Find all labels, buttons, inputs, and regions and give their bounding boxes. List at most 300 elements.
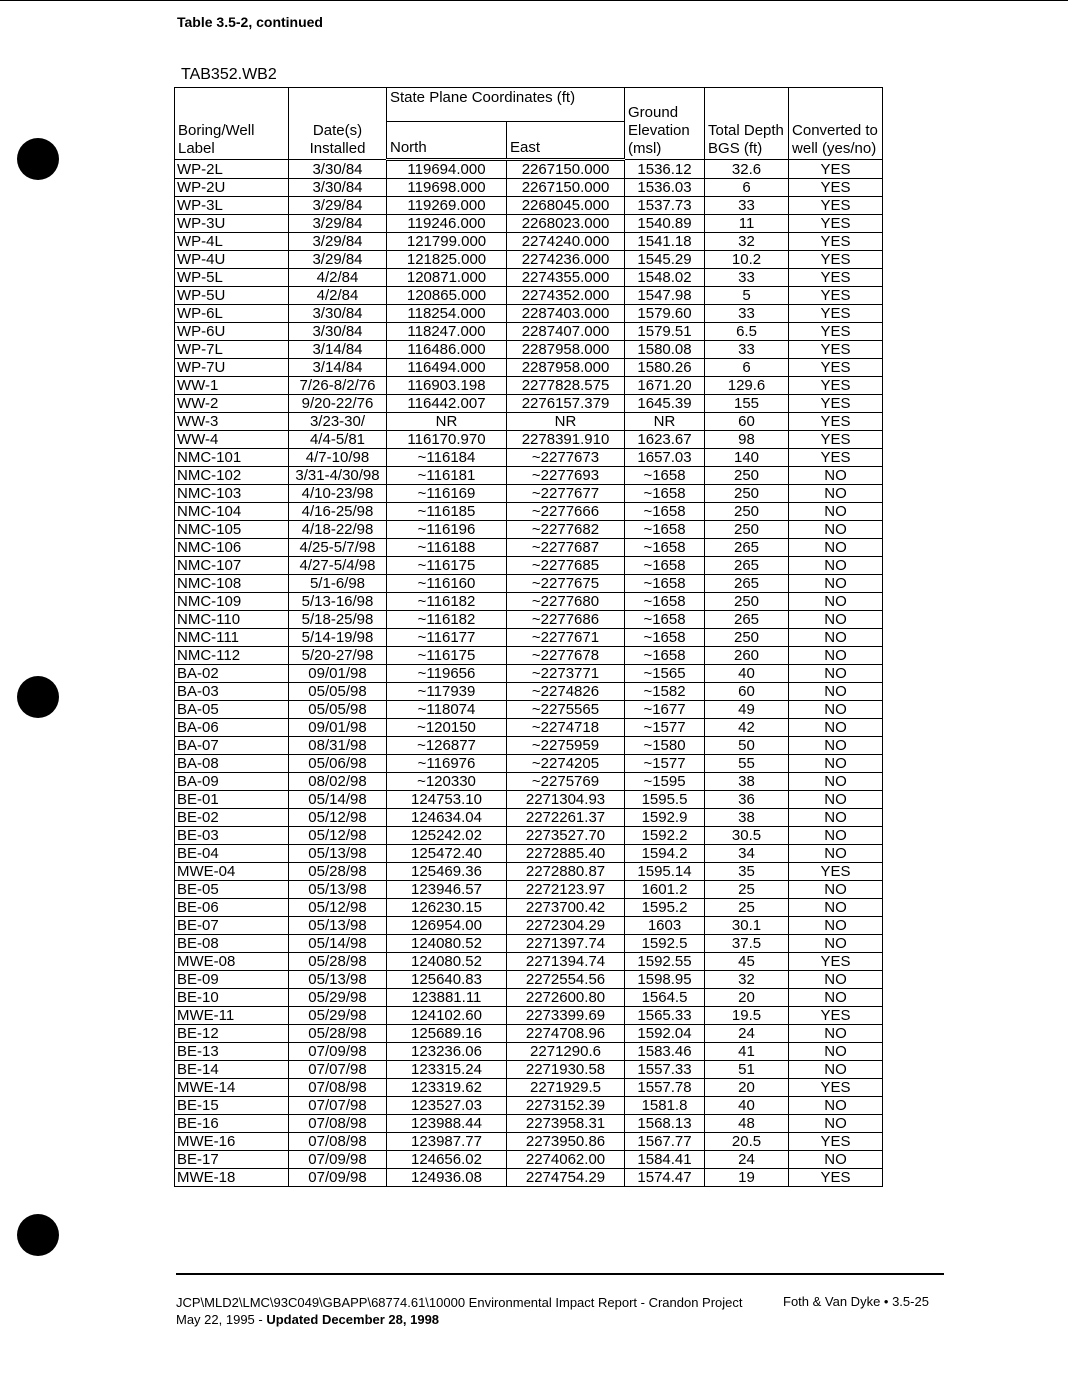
cell-north: 123236.06	[387, 1043, 507, 1061]
cell-north: 120871.000	[387, 269, 507, 287]
cell-dates: 5/18-25/98	[289, 611, 387, 629]
cell-north: ~120150	[387, 719, 507, 737]
cell-north: 116442.007	[387, 395, 507, 413]
cell-elevation: 1579.51	[625, 323, 705, 341]
footer-date-plain: May 22, 1995 -	[176, 1312, 267, 1327]
cell-north: 125472.40	[387, 845, 507, 863]
cell-north: 126954.00	[387, 917, 507, 935]
cell-dates: 05/28/98	[289, 953, 387, 971]
cell-label: BE-16	[175, 1115, 289, 1133]
cell-dates: 07/09/98	[289, 1043, 387, 1061]
cell-label: BE-15	[175, 1097, 289, 1115]
cell-depth: 265	[705, 557, 789, 575]
cell-east: 2274355.000	[507, 269, 625, 287]
cell-north: 124080.52	[387, 935, 507, 953]
cell-north: 119246.000	[387, 215, 507, 233]
cell-elevation: 1595.5	[625, 791, 705, 809]
cell-elevation: 1592.55	[625, 953, 705, 971]
cell-elevation: 1581.8	[625, 1097, 705, 1115]
cell-depth: 51	[705, 1061, 789, 1079]
cell-elevation: ~1658	[625, 611, 705, 629]
cell-depth: 60	[705, 683, 789, 701]
cell-converted: NO	[789, 701, 883, 719]
table-row	[175, 809, 883, 827]
table-row	[175, 431, 883, 449]
cell-converted: YES	[789, 305, 883, 323]
cell-elevation: 1623.67	[625, 431, 705, 449]
cell-depth: 140	[705, 449, 789, 467]
cell-dates: 05/13/98	[289, 881, 387, 899]
header-label: Boring/Well Label	[175, 88, 289, 160]
table-row	[175, 683, 883, 701]
cell-label: BE-06	[175, 899, 289, 917]
cell-label: NMC-105	[175, 521, 289, 539]
table-row	[175, 359, 883, 377]
cell-elevation: 1580.26	[625, 359, 705, 377]
cell-dates: 05/13/98	[289, 917, 387, 935]
cell-dates: 5/20-27/98	[289, 647, 387, 665]
cell-north: 119694.000	[387, 160, 507, 179]
cell-elevation: 1603	[625, 917, 705, 935]
cell-north: 116903.198	[387, 377, 507, 395]
cell-dates: 05/05/98	[289, 683, 387, 701]
cell-north: ~126877	[387, 737, 507, 755]
cell-elevation: 1565.33	[625, 1007, 705, 1025]
cell-dates: 4/10-23/98	[289, 485, 387, 503]
cell-elevation: 1557.78	[625, 1079, 705, 1097]
table-row	[175, 575, 883, 593]
cell-east: 2287958.000	[507, 359, 625, 377]
cell-label: BA-05	[175, 701, 289, 719]
cell-converted: YES	[789, 269, 883, 287]
cell-dates: 4/2/84	[289, 269, 387, 287]
footer-page-ref: Foth & Van Dyke • 3.5-25	[783, 1294, 929, 1309]
cell-east: 2273700.42	[507, 899, 625, 917]
cell-label: WP-4L	[175, 233, 289, 251]
cell-label: WP-5U	[175, 287, 289, 305]
cell-label: BE-17	[175, 1151, 289, 1169]
cell-north: ~117939	[387, 683, 507, 701]
cell-dates: 3/14/84	[289, 341, 387, 359]
cell-depth: 32	[705, 971, 789, 989]
cell-converted: YES	[789, 287, 883, 305]
cell-converted: NO	[789, 899, 883, 917]
table-row	[175, 1025, 883, 1043]
footer-path: JCP\MLD2\LMC\93C049\GBAPP\68774.61\10000 Environmental Impact Report - Crandon Project	[176, 1295, 743, 1310]
cell-depth: 98	[705, 431, 789, 449]
cell-depth: 6	[705, 179, 789, 197]
cell-east: 2272880.87	[507, 863, 625, 881]
header-east: East	[507, 122, 625, 160]
cell-east: 2274754.29	[507, 1169, 625, 1187]
cell-north: 123946.57	[387, 881, 507, 899]
cell-converted: YES	[789, 1133, 883, 1151]
table-row	[175, 1133, 883, 1151]
cell-label: BE-01	[175, 791, 289, 809]
table-row	[175, 791, 883, 809]
cell-dates: 5/14-19/98	[289, 629, 387, 647]
cell-north: ~116175	[387, 647, 507, 665]
table-row	[175, 233, 883, 251]
cell-east: 2274062.00	[507, 1151, 625, 1169]
table-row	[175, 179, 883, 197]
cell-label: MWE-11	[175, 1007, 289, 1025]
cell-elevation: 1568.13	[625, 1115, 705, 1133]
table-row	[175, 593, 883, 611]
cell-east: 2272600.80	[507, 989, 625, 1007]
cell-converted: NO	[789, 521, 883, 539]
cell-converted: NO	[789, 593, 883, 611]
cell-elevation: 1645.39	[625, 395, 705, 413]
cell-converted: YES	[789, 323, 883, 341]
cell-label: WP-2L	[175, 160, 289, 179]
cell-dates: 3/23-30/	[289, 413, 387, 431]
cell-converted: NO	[789, 935, 883, 953]
cell-north: 121825.000	[387, 251, 507, 269]
cell-elevation: 1580.08	[625, 341, 705, 359]
cell-converted: NO	[789, 539, 883, 557]
cell-north: 116170.970	[387, 431, 507, 449]
cell-east: 2271929.5	[507, 1079, 625, 1097]
cell-east: 2273950.86	[507, 1133, 625, 1151]
cell-dates: 4/16-25/98	[289, 503, 387, 521]
cell-converted: NO	[789, 575, 883, 593]
cell-label: BE-12	[175, 1025, 289, 1043]
cell-depth: 49	[705, 701, 789, 719]
cell-converted: NO	[789, 1043, 883, 1061]
cell-converted: YES	[789, 341, 883, 359]
cell-elevation: 1592.2	[625, 827, 705, 845]
cell-label: WP-6U	[175, 323, 289, 341]
cell-elevation: 1595.2	[625, 899, 705, 917]
file-label: TAB352.WB2	[181, 66, 277, 83]
cell-east: ~2273771	[507, 665, 625, 683]
table-row	[175, 773, 883, 791]
cell-depth: 50	[705, 737, 789, 755]
cell-east: 2267150.000	[507, 179, 625, 197]
cell-north: ~116182	[387, 611, 507, 629]
cell-elevation: 1541.18	[625, 233, 705, 251]
cell-depth: 34	[705, 845, 789, 863]
cell-elevation: 1557.33	[625, 1061, 705, 1079]
cell-label: WP-2U	[175, 179, 289, 197]
cell-elevation: ~1658	[625, 593, 705, 611]
cell-converted: YES	[789, 863, 883, 881]
cell-north: 124102.60	[387, 1007, 507, 1025]
cell-converted: NO	[789, 629, 883, 647]
cell-depth: 33	[705, 197, 789, 215]
cell-depth: 35	[705, 863, 789, 881]
table-row	[175, 611, 883, 629]
cell-north: 123319.62	[387, 1079, 507, 1097]
table-row	[175, 845, 883, 863]
cell-north: ~116177	[387, 629, 507, 647]
table-row	[175, 917, 883, 935]
cell-elevation: 1579.60	[625, 305, 705, 323]
cell-depth: 40	[705, 665, 789, 683]
table-row	[175, 1043, 883, 1061]
cell-converted: YES	[789, 395, 883, 413]
cell-north: 123315.24	[387, 1061, 507, 1079]
cell-elevation: 1671.20	[625, 377, 705, 395]
cell-dates: 9/20-22/76	[289, 395, 387, 413]
cell-depth: 38	[705, 773, 789, 791]
cell-east: 2276157.379	[507, 395, 625, 413]
cell-label: WP-4U	[175, 251, 289, 269]
cell-elevation: ~1580	[625, 737, 705, 755]
cell-north: ~116188	[387, 539, 507, 557]
cell-elevation: ~1582	[625, 683, 705, 701]
cell-dates: 05/13/98	[289, 845, 387, 863]
table-row	[175, 521, 883, 539]
cell-depth: 24	[705, 1151, 789, 1169]
header-elevation: Ground Elevation (msl)	[625, 88, 705, 160]
cell-depth: 20	[705, 989, 789, 1007]
cell-depth: 25	[705, 881, 789, 899]
cell-dates: 05/29/98	[289, 1007, 387, 1025]
table-row	[175, 413, 883, 431]
cell-converted: NO	[789, 647, 883, 665]
cell-dates: 5/13-16/98	[289, 593, 387, 611]
cell-dates: 08/31/98	[289, 737, 387, 755]
cell-converted: YES	[789, 1079, 883, 1097]
cell-converted: NO	[789, 1151, 883, 1169]
cell-dates: 4/4-5/81	[289, 431, 387, 449]
cell-elevation: ~1658	[625, 647, 705, 665]
cell-elevation: ~1577	[625, 755, 705, 773]
cell-east: 2274240.000	[507, 233, 625, 251]
cell-label: NMC-102	[175, 467, 289, 485]
cell-label: MWE-08	[175, 953, 289, 971]
cell-depth: 11	[705, 215, 789, 233]
table-row	[175, 1061, 883, 1079]
table-row	[175, 953, 883, 971]
cell-label: BA-02	[175, 665, 289, 683]
cell-north: ~116196	[387, 521, 507, 539]
cell-east: ~2277686	[507, 611, 625, 629]
cell-depth: 265	[705, 575, 789, 593]
cell-converted: YES	[789, 413, 883, 431]
cell-depth: 37.5	[705, 935, 789, 953]
footer-date	[176, 1311, 743, 1328]
cell-elevation: ~1658	[625, 521, 705, 539]
table-row	[175, 557, 883, 575]
cell-elevation: ~1658	[625, 557, 705, 575]
cell-label: BA-07	[175, 737, 289, 755]
cell-east: 2278391.910	[507, 431, 625, 449]
cell-converted: YES	[789, 179, 883, 197]
cell-elevation: 1547.98	[625, 287, 705, 305]
cell-north: ~119656	[387, 665, 507, 683]
table-row	[175, 251, 883, 269]
cell-east: ~2277678	[507, 647, 625, 665]
cell-depth: 55	[705, 755, 789, 773]
table-row	[175, 1169, 883, 1187]
cell-east: ~2277675	[507, 575, 625, 593]
cell-north: ~116185	[387, 503, 507, 521]
cell-label: BE-09	[175, 971, 289, 989]
cell-depth: 250	[705, 521, 789, 539]
cell-north: 124753.10	[387, 791, 507, 809]
footer-date-updated: Updated December 28, 1998	[266, 1312, 440, 1327]
cell-converted: NO	[789, 485, 883, 503]
cell-north: 123987.77	[387, 1133, 507, 1151]
cell-label: BA-06	[175, 719, 289, 737]
table-row	[175, 341, 883, 359]
cell-depth: 250	[705, 593, 789, 611]
cell-converted: NO	[789, 971, 883, 989]
cell-depth: 30.1	[705, 917, 789, 935]
cell-dates: 3/30/84	[289, 160, 387, 179]
table-row	[175, 827, 883, 845]
cell-converted: NO	[789, 845, 883, 863]
cell-elevation: 1592.9	[625, 809, 705, 827]
cell-label: BA-08	[175, 755, 289, 773]
cell-depth: 260	[705, 647, 789, 665]
cell-dates: 07/09/98	[289, 1169, 387, 1187]
footer-rule	[176, 1273, 944, 1275]
cell-elevation: 1574.47	[625, 1169, 705, 1187]
cell-converted: NO	[789, 773, 883, 791]
cell-dates: 3/30/84	[289, 323, 387, 341]
table-row	[175, 449, 883, 467]
cell-depth: 60	[705, 413, 789, 431]
cell-converted: NO	[789, 665, 883, 683]
cell-depth: 33	[705, 341, 789, 359]
cell-north: 124634.04	[387, 809, 507, 827]
cell-north: 126230.15	[387, 899, 507, 917]
cell-label: MWE-16	[175, 1133, 289, 1151]
cell-elevation: ~1658	[625, 467, 705, 485]
cell-dates: 09/01/98	[289, 665, 387, 683]
cell-north: ~120330	[387, 773, 507, 791]
cell-converted: YES	[789, 197, 883, 215]
cell-label: WP-7U	[175, 359, 289, 377]
cell-north: 123527.03	[387, 1097, 507, 1115]
page-header-title: Table 3.5-2, continued	[177, 14, 323, 30]
cell-label: BE-05	[175, 881, 289, 899]
cell-north: 125640.83	[387, 971, 507, 989]
cell-north: 121799.000	[387, 233, 507, 251]
cell-east: 2273399.69	[507, 1007, 625, 1025]
cell-east: 2287407.000	[507, 323, 625, 341]
cell-elevation: 1598.95	[625, 971, 705, 989]
cell-depth: 33	[705, 305, 789, 323]
cell-east: 2273527.70	[507, 827, 625, 845]
cell-north: ~116184	[387, 449, 507, 467]
table-row	[175, 1097, 883, 1115]
cell-north: 120865.000	[387, 287, 507, 305]
cell-elevation: ~1658	[625, 539, 705, 557]
table-row	[175, 377, 883, 395]
cell-label: BE-07	[175, 917, 289, 935]
cell-elevation: ~1658	[625, 503, 705, 521]
cell-converted: NO	[789, 467, 883, 485]
cell-depth: 19.5	[705, 1007, 789, 1025]
cell-east: ~2274826	[507, 683, 625, 701]
cell-converted: NO	[789, 917, 883, 935]
cell-dates: 3/30/84	[289, 305, 387, 323]
cell-label: WW-1	[175, 377, 289, 395]
cell-east: 2271394.74	[507, 953, 625, 971]
cell-elevation: 1536.03	[625, 179, 705, 197]
cell-north: 116494.000	[387, 359, 507, 377]
cell-label: WP-6L	[175, 305, 289, 323]
table-row	[175, 881, 883, 899]
cell-dates: 4/7-10/98	[289, 449, 387, 467]
cell-label: BA-09	[175, 773, 289, 791]
cell-east: 2274708.96	[507, 1025, 625, 1043]
cell-dates: 05/28/98	[289, 863, 387, 881]
table-row	[175, 629, 883, 647]
cell-dates: 05/14/98	[289, 791, 387, 809]
header-coordinates-group: State Plane Coordinates (ft)	[387, 88, 625, 122]
cell-label: MWE-04	[175, 863, 289, 881]
cell-label: WW-2	[175, 395, 289, 413]
cell-dates: 3/31-4/30/98	[289, 467, 387, 485]
cell-elevation: 1567.77	[625, 1133, 705, 1151]
table-row	[175, 215, 883, 233]
cell-label: NMC-112	[175, 647, 289, 665]
cell-converted: YES	[789, 160, 883, 179]
punch-hole-top	[17, 138, 59, 180]
cell-elevation: 1564.5	[625, 989, 705, 1007]
cell-elevation: ~1677	[625, 701, 705, 719]
cell-converted: NO	[789, 809, 883, 827]
cell-dates: 4/2/84	[289, 287, 387, 305]
cell-label: BE-03	[175, 827, 289, 845]
cell-depth: 250	[705, 485, 789, 503]
cell-depth: 155	[705, 395, 789, 413]
cell-label: NMC-101	[175, 449, 289, 467]
cell-east: 2268023.000	[507, 215, 625, 233]
cell-north: 118247.000	[387, 323, 507, 341]
cell-converted: YES	[789, 953, 883, 971]
cell-east: ~2277693	[507, 467, 625, 485]
cell-elevation: ~1577	[625, 719, 705, 737]
cell-converted: NO	[789, 683, 883, 701]
cell-dates: 07/07/98	[289, 1061, 387, 1079]
cell-depth: 32.6	[705, 160, 789, 179]
cell-label: NMC-104	[175, 503, 289, 521]
cell-north: ~118074	[387, 701, 507, 719]
cell-dates: 05/12/98	[289, 809, 387, 827]
table-row	[175, 1151, 883, 1169]
cell-dates: 05/13/98	[289, 971, 387, 989]
cell-converted: NO	[789, 827, 883, 845]
cell-east: ~2277673	[507, 449, 625, 467]
cell-north: 123988.44	[387, 1115, 507, 1133]
cell-dates: 7/26-8/2/76	[289, 377, 387, 395]
cell-depth: 250	[705, 503, 789, 521]
cell-dates: 4/27-5/4/98	[289, 557, 387, 575]
cell-east: 2277828.575	[507, 377, 625, 395]
cell-elevation: 1601.2	[625, 881, 705, 899]
table-row	[175, 197, 883, 215]
cell-converted: YES	[789, 1169, 883, 1187]
footer-left	[176, 1294, 743, 1328]
cell-dates: 05/28/98	[289, 1025, 387, 1043]
table-row	[175, 287, 883, 305]
cell-dates: 05/12/98	[289, 827, 387, 845]
cell-north: ~116160	[387, 575, 507, 593]
cell-north: 118254.000	[387, 305, 507, 323]
cell-elevation: ~1658	[625, 629, 705, 647]
cell-north: 125469.36	[387, 863, 507, 881]
table-row	[175, 989, 883, 1007]
table-row	[175, 395, 883, 413]
cell-label: WP-3U	[175, 215, 289, 233]
